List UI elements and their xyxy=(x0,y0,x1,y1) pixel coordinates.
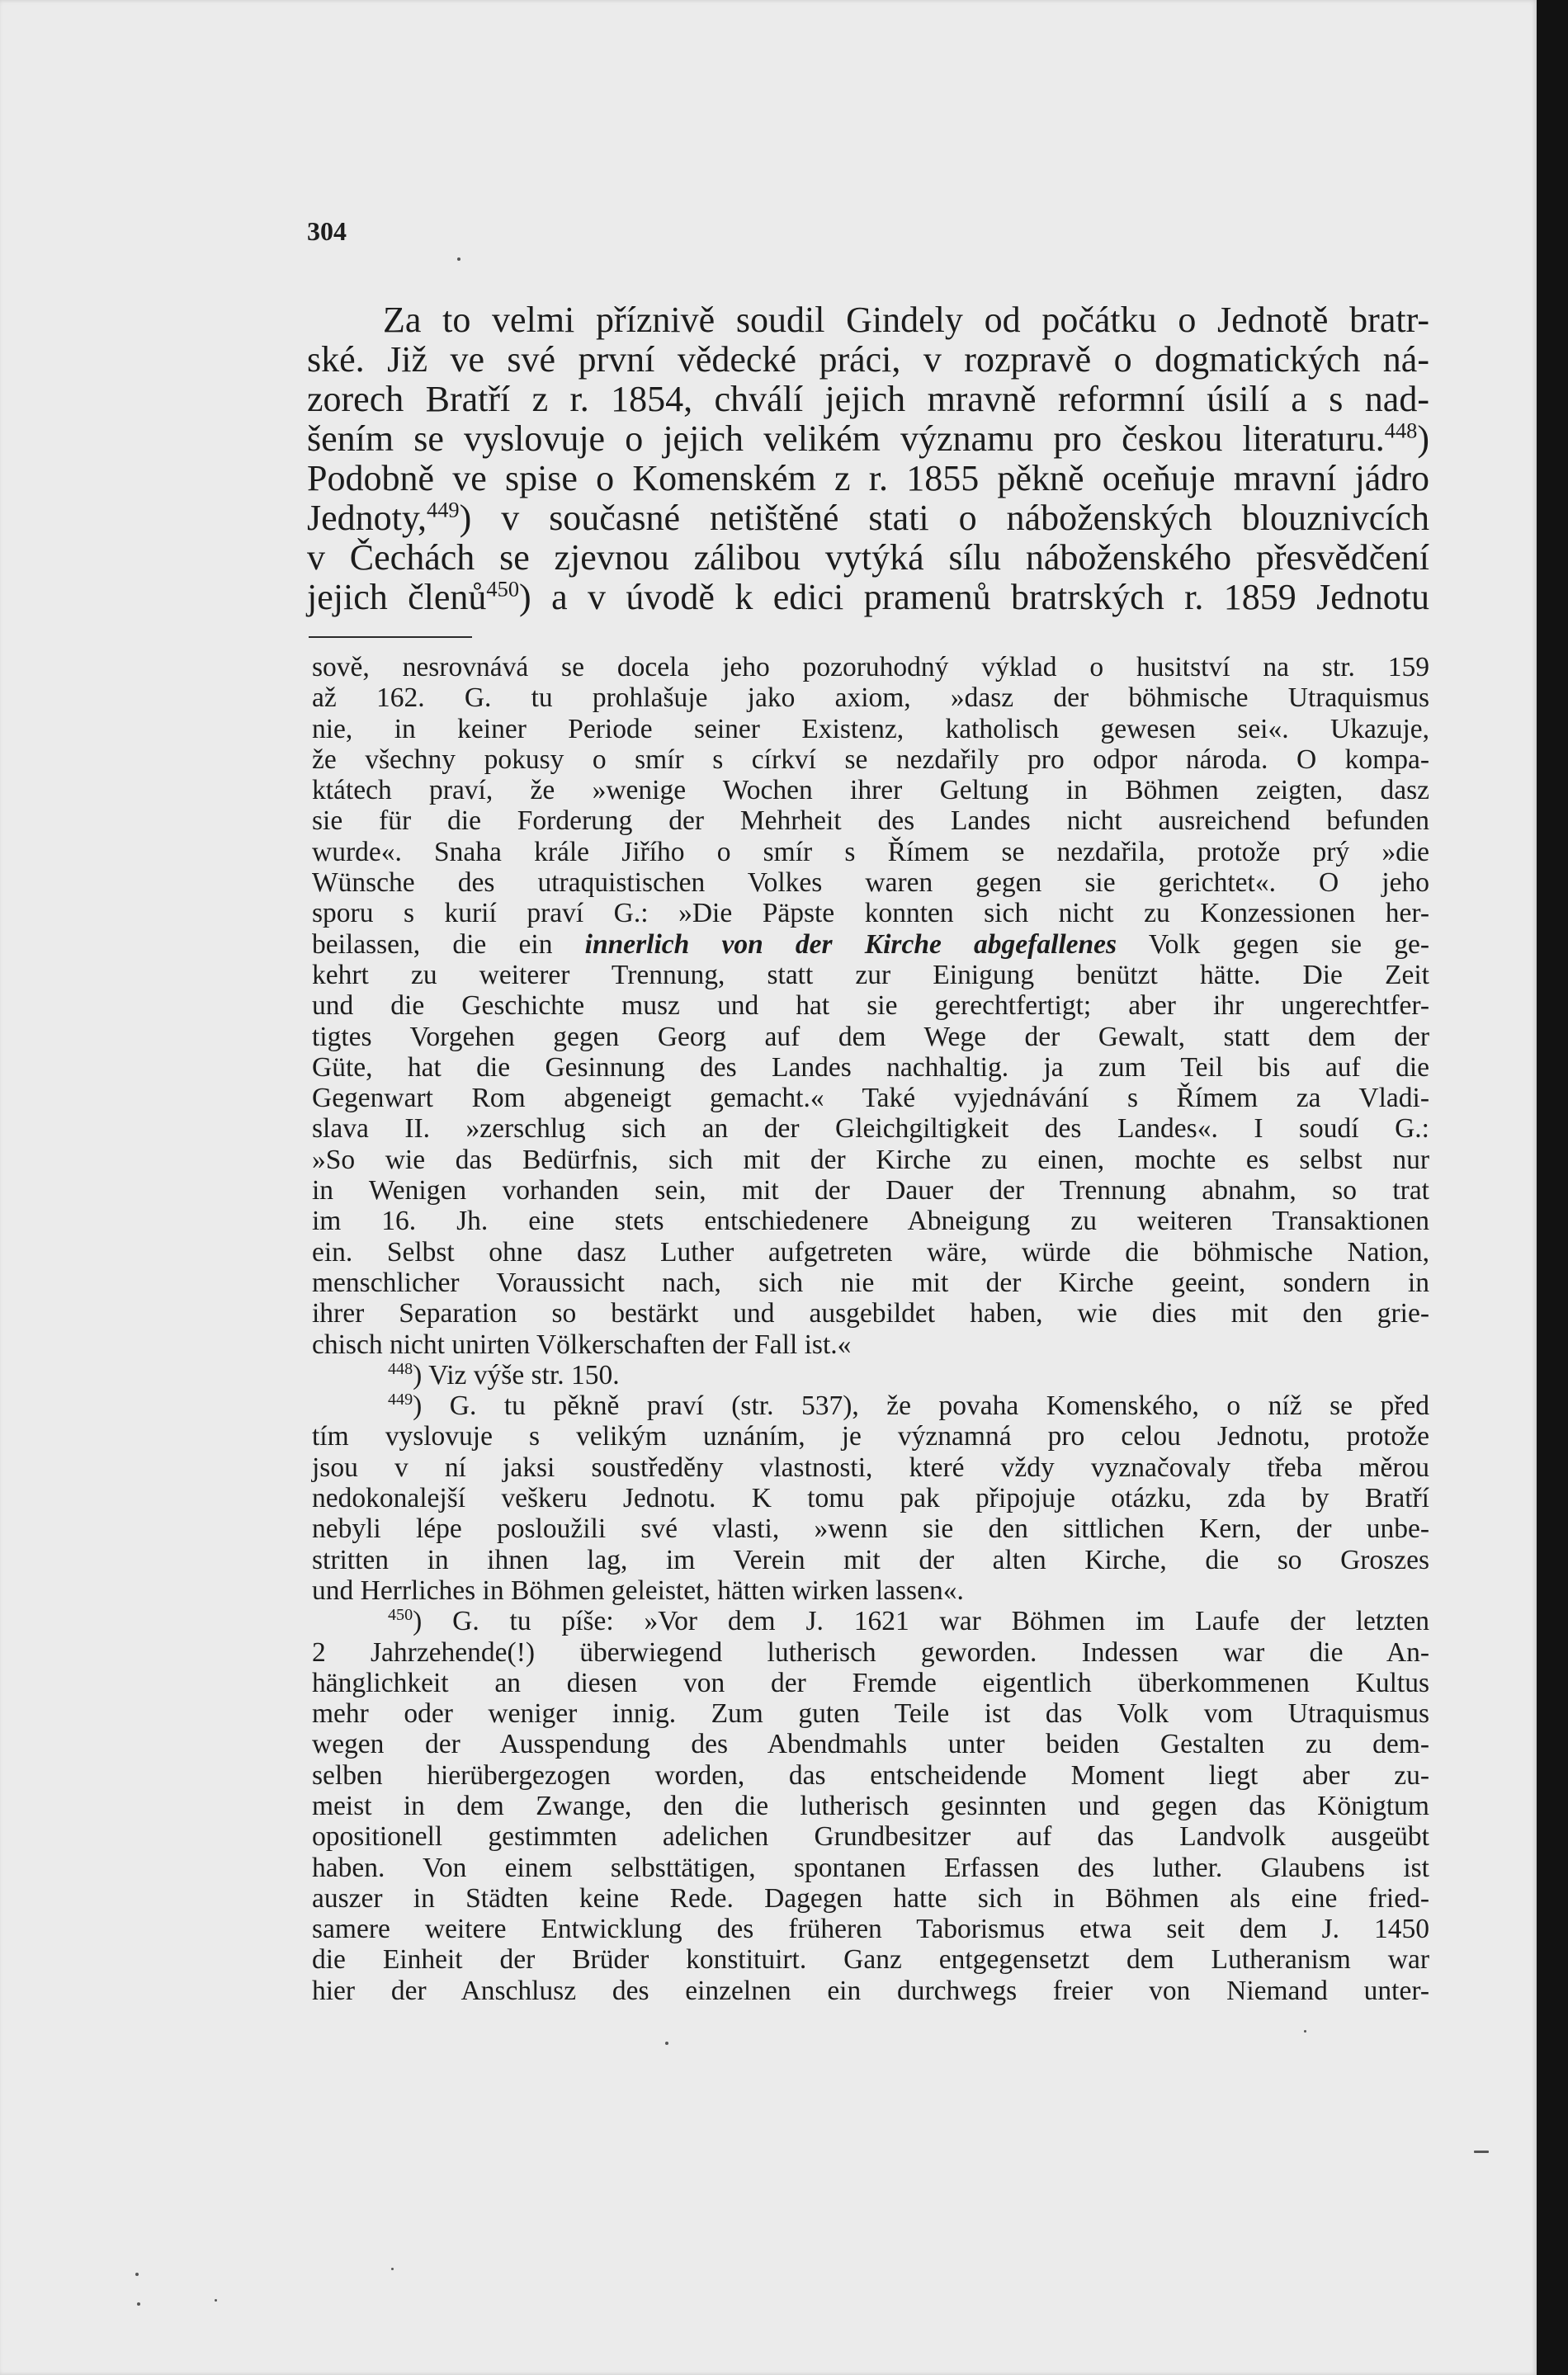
footnote-line: sově, nesrovnává se docela jeho pozoruhodný výklad o husitství na str. 159 xyxy=(312,652,1429,682)
footnote-line: tigtes Vorgehen gegen Georg auf dem Wege der Gewalt, statt dem der xyxy=(312,1021,1429,1052)
footnote-line: sporu s kurií praví G.: »Die Päpste konnten sich nicht zu Konzessionen her- xyxy=(312,898,1429,929)
footnote-line: ein. Selbst ohne dasz Luther aufgetreten wäre, würde die böhmische Nation, xyxy=(312,1236,1429,1268)
text-line: Podobně ve spise o Komenském z r. 1855 pěkně oceňuje mravní jádro xyxy=(307,458,1429,498)
footnote-line: ihrer Separation so bestärkt und ausgebildet haben, wie dies mit den grie- xyxy=(312,1298,1429,1329)
footnote-line: und die Geschichte musz und hat sie gerechtfertigt; aber ihr ungerechtfer- xyxy=(312,990,1429,1022)
scan-speck xyxy=(665,2042,668,2045)
footnote-line: wurde«. Snaha krále Jiřího o smír s Římem se nezdařila, protože prý »die xyxy=(312,836,1429,867)
footnote-line: auszer in Städten keine Rede. Dagegen hatte sich in Böhmen als eine fried- xyxy=(312,1882,1429,1914)
footnote-line: hier der Anschlusz des einzelnen ein durchwegs freier von Niemand unter- xyxy=(312,1975,1429,2006)
footnote-line: haben. Von einem selbsttätigen, spontanen Erfassen des luther. Glaubens ist xyxy=(312,1852,1429,1883)
footnote-line: nedokonalejší veškeru Jednotu. K tomu pak připojuje otázku, zda by Bratří xyxy=(312,1483,1429,1514)
footnote-line: menschlicher Voraussicht nach, sich nie mit der Kirche geeint, sondern in xyxy=(312,1267,1429,1298)
footnote-line: ktátech praví, že »wenige Wochen ihrer Geltung in Böhmen zeigten, dasz xyxy=(312,775,1429,806)
footnote-line: kehrt zu weiterer Trennung, statt zur Einigung benützt hätte. Die Zeit xyxy=(312,959,1429,990)
footnote-line: 2 Jahrzehende(!) überwiegend lutherisch geworden. Indessen war die An- xyxy=(312,1636,1429,1668)
footnote-line: Wünsche des utraquistischen Volkes waren gegen sie gerichtet«. O jeho xyxy=(312,867,1429,899)
text-line: šením se vyslovuje o jejich velikém významu pro českou literaturu.$^{448}$) xyxy=(307,418,1429,459)
footnotes xyxy=(312,652,1429,2006)
scan-speck xyxy=(137,2302,140,2306)
scan-speck xyxy=(457,257,460,261)
scan-speck xyxy=(1304,2030,1306,2033)
footnote-ref[interactable]: 448 xyxy=(1384,418,1418,443)
footnote-line: beilassen, die ein innerlich von der Kirche abgefallenes Volk gegen sie ge- xyxy=(312,928,1429,960)
footnote-line: nie, in keiner Periode seiner Existenz, katholisch gewesen sei«. Ukazuje, xyxy=(312,713,1429,744)
footnote-line: chisch nicht unirten Völkerschaften der Fall ist.« xyxy=(312,1329,852,1360)
footnote-line: hänglichkeit an diesen von der Fremde eigentlich überkommenen Kultus xyxy=(312,1667,1429,1698)
footnote-450: $^{450}$) G. tu píše: »Vor dem J. 1621 war Böhmen im Laufe der letzten xyxy=(388,1606,1429,1637)
main-text xyxy=(307,300,1429,617)
footnote-line: sie für die Forderung der Mehrheit des Landes nicht ausreichend befunden xyxy=(312,805,1429,837)
scan-speck xyxy=(215,2299,217,2302)
footnote-line: tím vyslovuje s velikým uznáním, je významná pro celou Jednotu, protože xyxy=(312,1421,1429,1452)
footnote-line: selben hierübergezogen worden, das entscheidende Moment liegt aber zu- xyxy=(312,1759,1429,1791)
italic-phrase: innerlich von der Kirche abgefallenes xyxy=(584,928,1117,960)
footnote-line: und Herrliches in Böhmen geleistet, hätten wirken lassen«. xyxy=(312,1575,964,1606)
footnote-line: im 16. Jh. eine stets entschiedenere Abneigung zu weiteren Transaktionen xyxy=(312,1206,1429,1237)
footnote-line: až 162. G. tu prohlašuje jako axiom, »dasz der böhmische Utraquismus xyxy=(312,682,1429,714)
scan-speck xyxy=(135,2273,139,2276)
text-line: jejich členů$^{450}$) a v úvodě k edici pramenů bratrských r. 1859 Jednotu xyxy=(307,576,1430,617)
footnote-449: $^{449}$) G. tu pěkně praví (str. 537), že povaha Komenského, o níž se před xyxy=(388,1390,1429,1422)
footnote-line: meist in dem Zwange, den die lutherisch gesinnten und gegen das Königtum xyxy=(312,1790,1429,1821)
footnote-line: slava II. »zerschlug sich an der Gleichgiltigkeit des Landes«. I soudí G.: xyxy=(312,1113,1429,1145)
text-line: zorech Bratří z r. 1854, chválí jejich mravně reformní úsilí a s nad- xyxy=(307,379,1429,419)
footnote-line: samere weitere Entwicklung des früheren Taborismus etwa seit dem J. 1450 xyxy=(312,1914,1429,1945)
footnote-line: wegen der Ausspendung des Abendmahls unter beiden Gestalten zu dem- xyxy=(312,1729,1429,1760)
footnote-line: jsou v ní jaksi soustředěny vlastnosti, které vždy vyznačovaly třeba měrou xyxy=(312,1452,1429,1483)
footnote-ref[interactable]: 450 xyxy=(486,576,520,602)
footnote-line: die Einheit der Brüder konstituirt. Ganz entgegensetzt dem Lutheranism war xyxy=(312,1944,1429,1976)
text-line: ské. Již ve své první vědecké práci, v rozpravě o dogmatických ná- xyxy=(307,339,1429,380)
footnote-line: že všechny pokusy o smír s církví se nezdařily pro odpor národa. O kompa- xyxy=(312,744,1429,775)
footnote-line: stritten in ihnen lag, im Verein mit der alten Kirche, die so Groszes xyxy=(312,1544,1429,1575)
footnote-divider xyxy=(309,636,472,638)
footnote-line: mehr oder weniger innig. Zum guten Teile ist das Volk vom Utraquismus xyxy=(312,1698,1429,1730)
text-line: Za to velmi příznivě soudil Gindely od počátku o Jednotě bratr- xyxy=(383,300,1429,340)
page-number: 304 xyxy=(307,216,347,246)
footnote-line: Gegenwart Rom abgeneigt gemacht.« Také vyjednávání s Římem za Vladi- xyxy=(312,1083,1429,1114)
text-line: v Čechách se zjevnou zálibou vytýká sílu náboženského přesvědčení xyxy=(307,537,1429,578)
scan-speck xyxy=(391,2268,394,2270)
text-line: Jednoty,$^{449}$) v současné netištěné stati o náboženských blouznivcích xyxy=(307,497,1429,538)
footnote-line: opositionell gestimmten adelichen Grundbesitzer auf das Landvolk ausgeübt xyxy=(312,1821,1429,1853)
footnote-ref[interactable]: 449 xyxy=(427,497,460,522)
footnote-line: »So wie das Bedürfnis, sich mit der Kirche zu einen, mochte es selbst nur xyxy=(312,1144,1429,1175)
footnote-line: Güte, hat die Gesinnung des Landes nachhaltig. ja zum Teil bis auf die xyxy=(312,1051,1429,1083)
scan-speck xyxy=(1474,2151,1489,2153)
footnote-line: in Wenigen vorhanden sein, mit der Dauer der Trennung abnahm, so trat xyxy=(312,1175,1429,1206)
footnote-448: $^{448}$) Viz výše str. 150. xyxy=(388,1359,620,1391)
footnote-line: nebyli lépe posloužili své vlasti, »wenn sie den sittlichen Kern, der unbe- xyxy=(312,1513,1429,1545)
